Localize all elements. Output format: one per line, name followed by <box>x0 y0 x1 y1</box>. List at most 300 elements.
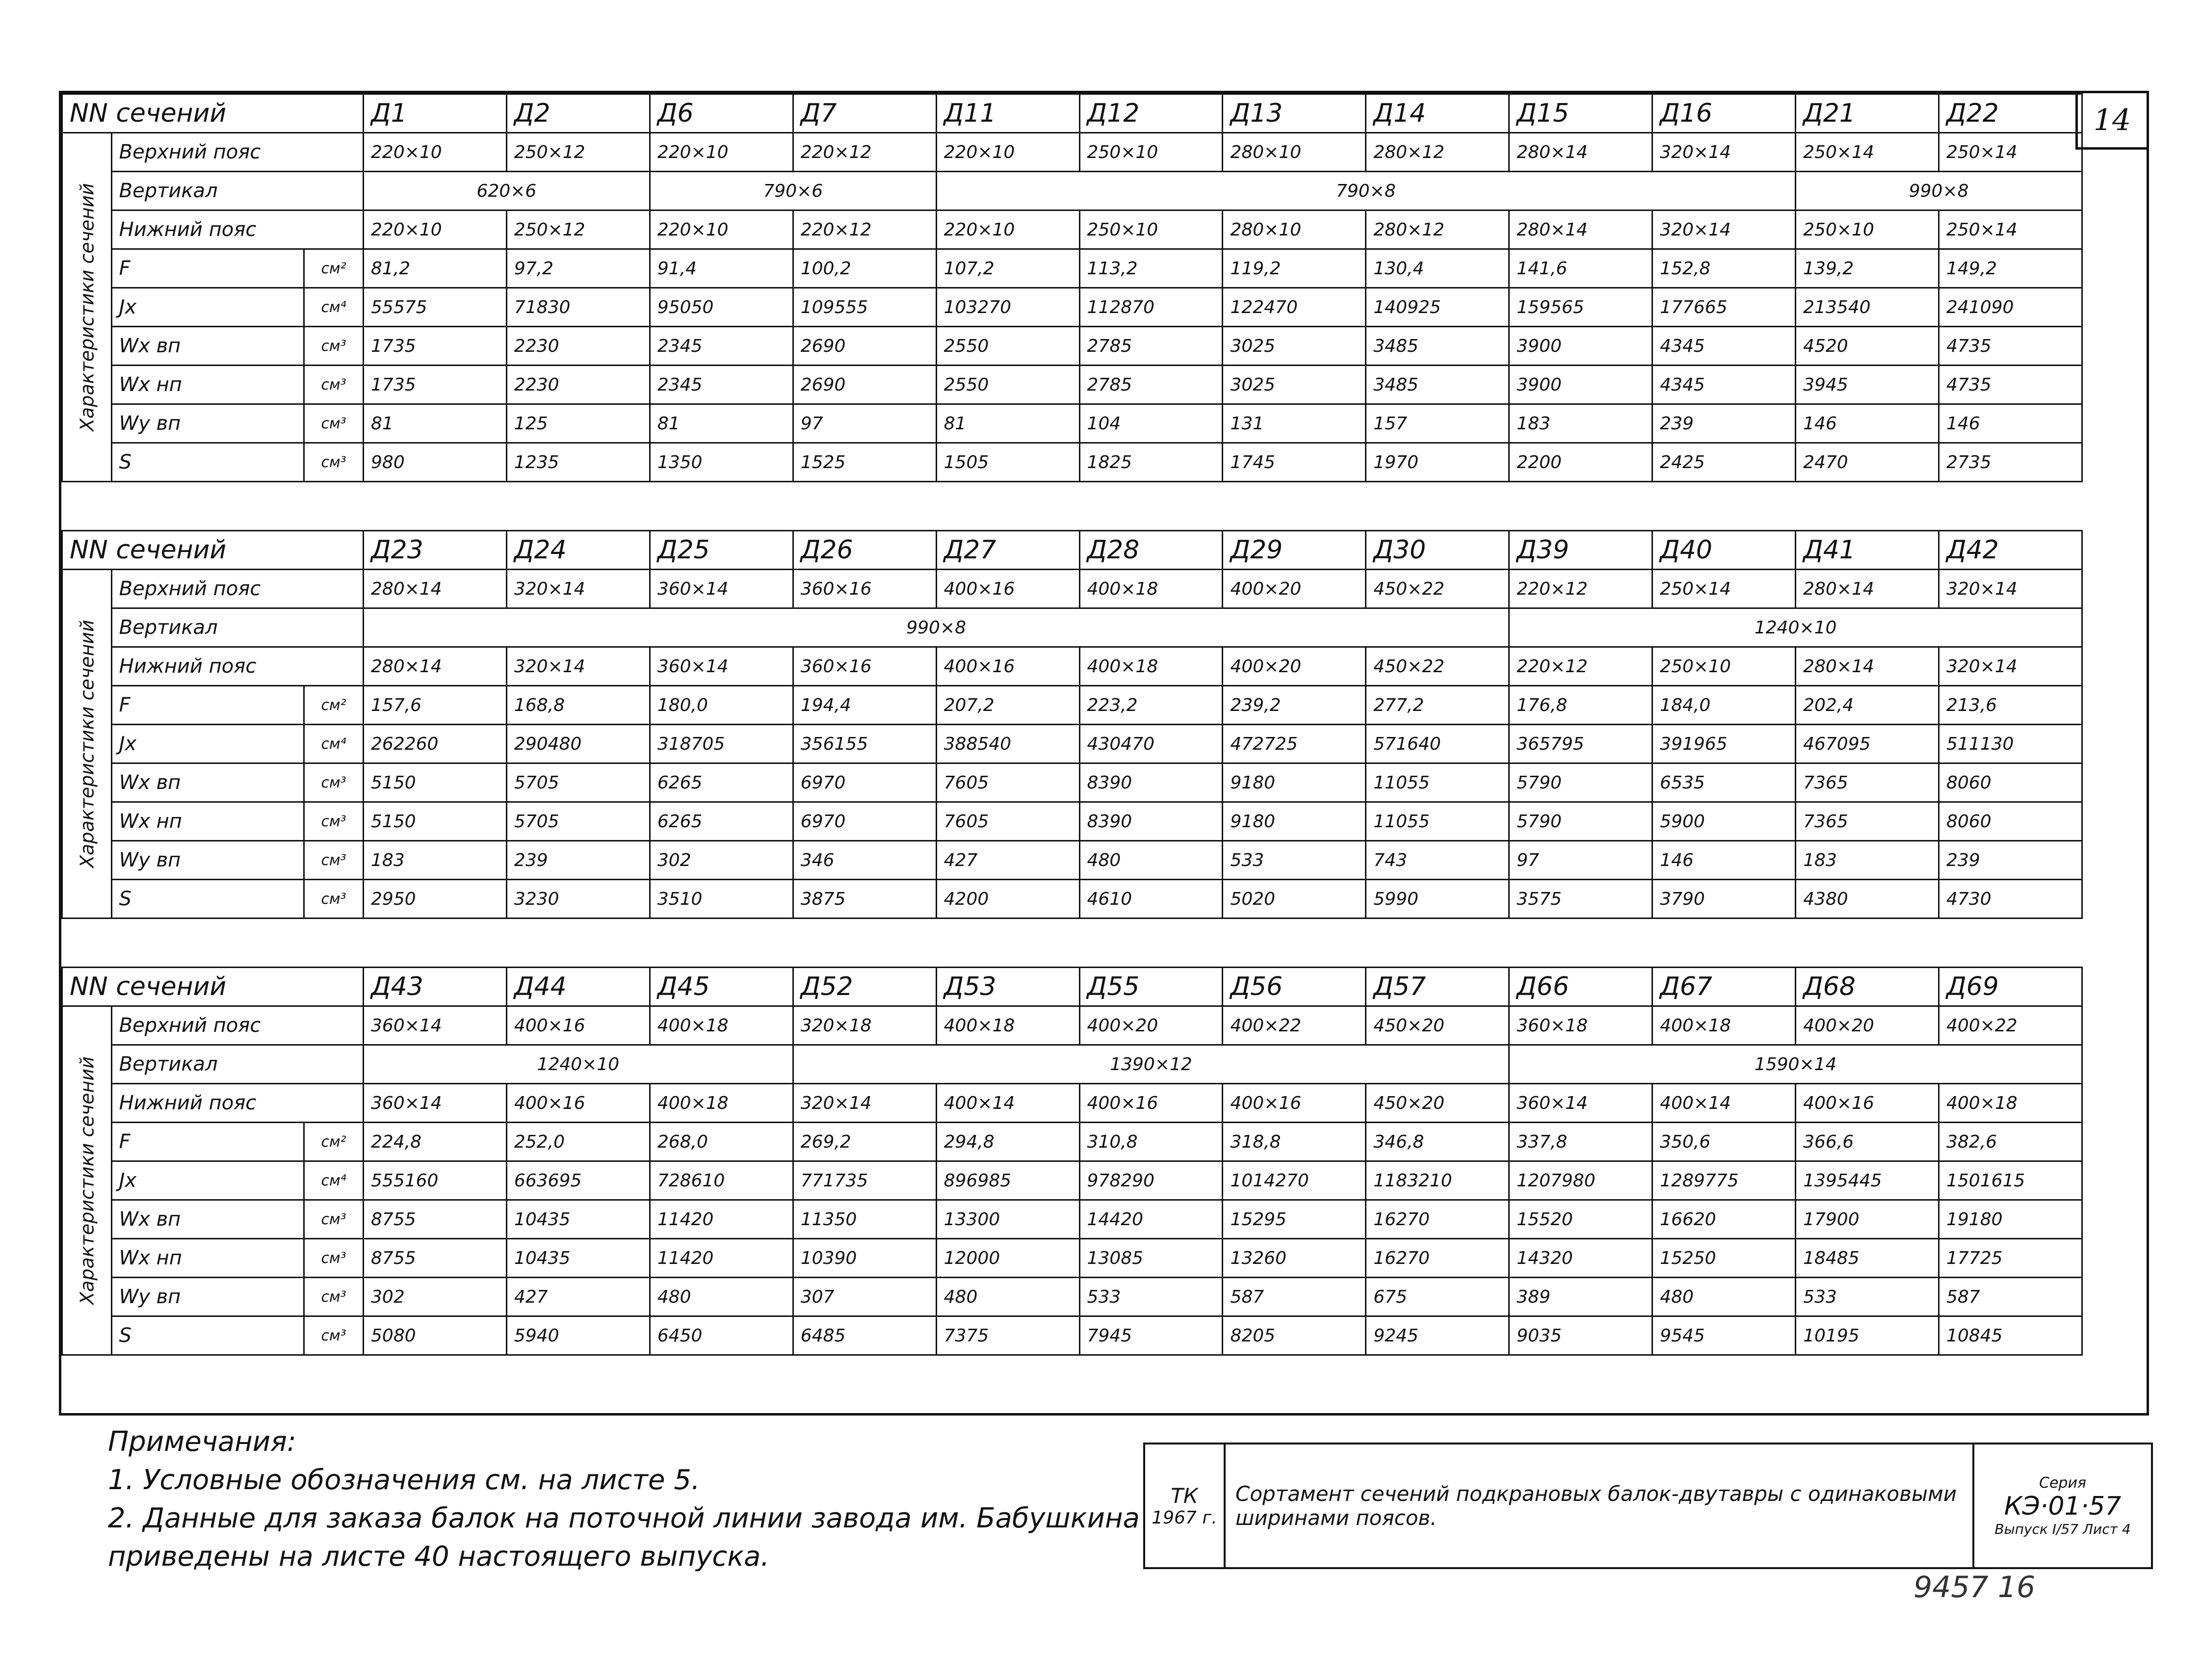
property-value: 207,2 <box>936 686 1079 725</box>
web-value: 990×8 <box>364 608 1509 647</box>
section-id: Д12 <box>1079 94 1223 133</box>
issue-label: Выпуск <box>1994 1521 2048 1537</box>
section-id: Д40 <box>1652 531 1796 570</box>
property-value: 5080 <box>364 1316 507 1355</box>
property-value: 113,2 <box>1079 249 1223 288</box>
property-value: 3900 <box>1509 327 1652 366</box>
property-name: Jx <box>111 1161 304 1200</box>
section-id: Д13 <box>1223 94 1366 133</box>
property-value: 4345 <box>1652 366 1796 404</box>
property-unit: см³ <box>304 763 364 802</box>
bottom-flange-value: 320×14 <box>793 1084 936 1123</box>
property-value: 97,2 <box>506 249 650 288</box>
property-value: 1505 <box>936 443 1079 482</box>
top-flange-value: 360×14 <box>650 570 793 608</box>
bottom-flange-value: 320×14 <box>506 647 650 686</box>
property-value: 3485 <box>1366 366 1509 404</box>
property-value: 2950 <box>364 880 507 919</box>
property-value: 2785 <box>1079 366 1223 404</box>
property-unit: см⁴ <box>304 1161 364 1200</box>
property-value: 19180 <box>1939 1200 2082 1239</box>
issue: I/57 <box>2052 1521 2079 1537</box>
property-value: 356155 <box>793 725 936 763</box>
property-value: 346 <box>793 841 936 880</box>
top-flange-value: 280×14 <box>1796 570 1939 608</box>
property-value: 391965 <box>1652 725 1796 763</box>
property-value: 146 <box>1939 404 2082 443</box>
top-flange-value: 360×16 <box>793 570 936 608</box>
section-id: Д29 <box>1223 531 1366 570</box>
property-value: 262260 <box>364 725 507 763</box>
property-value: 202,4 <box>1796 686 1939 725</box>
property-value: 5940 <box>506 1316 650 1355</box>
section-id: Д42 <box>1939 531 2082 570</box>
section-table <box>61 967 2083 1356</box>
property-value: 140925 <box>1366 288 1509 327</box>
property-value: 318,8 <box>1223 1123 1366 1161</box>
property-value: 13085 <box>1079 1239 1223 1278</box>
top-flange-value: 220×12 <box>793 133 936 172</box>
property-value: 1289775 <box>1652 1161 1796 1200</box>
property-unit: см³ <box>304 1239 364 1278</box>
bottom-flange-value: 400×18 <box>650 1084 793 1123</box>
property-value: 97 <box>1509 841 1652 880</box>
property-value: 252,0 <box>506 1123 650 1161</box>
bottom-flange-value: 400×18 <box>1939 1084 2082 1123</box>
property-value: 3510 <box>650 880 793 919</box>
property-name: S <box>111 443 304 482</box>
top-flange-value: 360×18 <box>1509 1006 1652 1045</box>
drawing-sheet <box>59 91 2149 1416</box>
property-value: 8390 <box>1079 802 1223 841</box>
top-flange-value: 320×18 <box>793 1006 936 1045</box>
side-label: Характеристики сечений <box>62 570 112 919</box>
property-value: 183 <box>1796 841 1939 880</box>
top-flange-label: Верхний пояс <box>111 570 363 608</box>
property-value: 17900 <box>1796 1200 1939 1239</box>
property-value: 6485 <box>793 1316 936 1355</box>
top-flange-value: 400×18 <box>650 1006 793 1045</box>
property-value: 4735 <box>1939 366 2082 404</box>
property-unit: см³ <box>304 327 364 366</box>
property-value: 268,0 <box>650 1123 793 1161</box>
property-value: 2550 <box>936 366 1079 404</box>
property-value: 81 <box>936 404 1079 443</box>
top-flange-value: 400×18 <box>936 1006 1079 1045</box>
property-value: 104 <box>1079 404 1223 443</box>
property-name: Jx <box>111 288 304 327</box>
property-value: 1183210 <box>1366 1161 1509 1200</box>
property-value: 4200 <box>936 880 1079 919</box>
top-flange-value: 220×10 <box>936 133 1079 172</box>
property-value: 183 <box>364 841 507 880</box>
bottom-flange-value: 320×14 <box>1652 210 1796 249</box>
top-flange-value: 360×14 <box>364 1006 507 1045</box>
series-label: Серия <box>2039 1474 2086 1492</box>
property-value: 365795 <box>1509 725 1652 763</box>
top-flange-value: 400×20 <box>1079 1006 1223 1045</box>
section-header-label: NN сечений <box>62 968 364 1006</box>
property-value: 7945 <box>1079 1316 1223 1355</box>
section-id: Д26 <box>793 531 936 570</box>
top-flange-value: 400×20 <box>1223 570 1366 608</box>
section-id: Д22 <box>1939 94 2082 133</box>
property-value: 5705 <box>506 763 650 802</box>
property-value: 119,2 <box>1223 249 1366 288</box>
series-code: КЭ·01·57 <box>2004 1492 2122 1521</box>
sheet-label: Лист <box>2082 1521 2118 1537</box>
property-value: 13260 <box>1223 1239 1366 1278</box>
top-flange-value: 220×12 <box>1509 570 1652 608</box>
section-id: Д53 <box>936 968 1079 1006</box>
property-value: 4610 <box>1079 880 1223 919</box>
web-value: 1590×14 <box>1509 1045 2082 1084</box>
property-name: S <box>111 880 304 919</box>
property-unit: см⁴ <box>304 288 364 327</box>
property-value: 224,8 <box>364 1123 507 1161</box>
property-value: 9245 <box>1366 1316 1509 1355</box>
note-item: 1. Условные обозначения см. на листе 5. <box>108 1464 700 1496</box>
property-value: 511130 <box>1939 725 2082 763</box>
section-id: Д2 <box>506 94 650 133</box>
property-value: 675 <box>1366 1278 1509 1316</box>
top-flange-value: 450×20 <box>1366 1006 1509 1045</box>
property-value: 480 <box>1652 1278 1796 1316</box>
property-value: 9545 <box>1652 1316 1796 1355</box>
property-value: 122470 <box>1223 288 1366 327</box>
side-label: Характеристики сечений <box>62 1006 112 1355</box>
web-label: Вертикал <box>111 1045 363 1084</box>
org-code: ТК <box>1171 1484 1198 1508</box>
top-flange-label: Верхний пояс <box>111 1006 363 1045</box>
property-value: 8755 <box>364 1200 507 1239</box>
property-value: 7365 <box>1796 763 1939 802</box>
property-unit: см² <box>304 1123 364 1161</box>
property-value: 4735 <box>1939 327 2082 366</box>
notes-heading: Примечания: <box>108 1426 296 1458</box>
section-id: Д14 <box>1366 94 1509 133</box>
document-title: Сортамент сечений подкрановых балок-двутавры с одинаковыми ширинами поясов. <box>1235 1482 1957 1530</box>
property-value: 239,2 <box>1223 686 1366 725</box>
section-id: Д24 <box>506 531 650 570</box>
top-flange-label: Верхний пояс <box>111 133 363 172</box>
property-value: 1395445 <box>1796 1161 1939 1200</box>
property-value: 480 <box>650 1278 793 1316</box>
property-value: 9180 <box>1223 802 1366 841</box>
bottom-flange-label: Нижний пояс <box>111 210 363 249</box>
top-flange-value: 250×14 <box>1652 570 1796 608</box>
property-name: Wx нп <box>111 802 304 841</box>
section-id: Д45 <box>650 968 793 1006</box>
property-value: 2550 <box>936 327 1079 366</box>
property-unit: см⁴ <box>304 725 364 763</box>
property-value: 7605 <box>936 802 1079 841</box>
property-value: 743 <box>1366 841 1509 880</box>
bottom-flange-value: 400×16 <box>1079 1084 1223 1123</box>
property-value: 91,4 <box>650 249 793 288</box>
bottom-flange-value: 220×10 <box>650 210 793 249</box>
property-value: 5150 <box>364 802 507 841</box>
property-value: 152,8 <box>1652 249 1796 288</box>
property-value: 4380 <box>1796 880 1939 919</box>
property-value: 125 <box>506 404 650 443</box>
bottom-flange-value: 360×14 <box>1509 1084 1652 1123</box>
property-unit: см³ <box>304 404 364 443</box>
property-value: 302 <box>650 841 793 880</box>
property-value: 430470 <box>1079 725 1223 763</box>
property-value: 6265 <box>650 802 793 841</box>
property-value: 95050 <box>650 288 793 327</box>
property-value: 3945 <box>1796 366 1939 404</box>
property-value: 307 <box>793 1278 936 1316</box>
property-value: 1745 <box>1223 443 1366 482</box>
property-value: 1735 <box>364 327 507 366</box>
property-value: 771735 <box>793 1161 936 1200</box>
property-name: F <box>111 686 304 725</box>
property-value: 8060 <box>1939 802 2082 841</box>
web-value: 1240×10 <box>364 1045 793 1084</box>
bottom-flange-value: 360×16 <box>793 647 936 686</box>
property-value: 388540 <box>936 725 1079 763</box>
property-value: 302 <box>364 1278 507 1316</box>
property-value: 3230 <box>506 880 650 919</box>
property-value: 157,6 <box>364 686 507 725</box>
property-value: 728610 <box>650 1161 793 1200</box>
note-item: 2. Данные для заказа балок на поточной линии завода им. Бабушкина приведены на листе 40 настоящего выпуска. <box>108 1502 1140 1573</box>
property-value: 15250 <box>1652 1239 1796 1278</box>
property-value: 310,8 <box>1079 1123 1223 1161</box>
property-value: 3575 <box>1509 880 1652 919</box>
property-value: 318705 <box>650 725 793 763</box>
property-value: 103270 <box>936 288 1079 327</box>
property-value: 146 <box>1796 404 1939 443</box>
year: 1967 г. <box>1152 1508 1217 1528</box>
property-value: 2200 <box>1509 443 1652 482</box>
section-id: Д28 <box>1079 531 1223 570</box>
property-value: 213,6 <box>1939 686 2082 725</box>
section-id: Д69 <box>1939 968 2082 1006</box>
property-value: 239 <box>1939 841 2082 880</box>
property-value: 427 <box>936 841 1079 880</box>
web-value: 790×8 <box>936 172 1795 210</box>
section-id: Д56 <box>1223 968 1366 1006</box>
property-value: 3485 <box>1366 327 1509 366</box>
property-value: 100,2 <box>793 249 936 288</box>
bottom-flange-label: Нижний пояс <box>111 1084 363 1123</box>
property-value: 533 <box>1079 1278 1223 1316</box>
archive-stamp: 9457 16 <box>1914 1570 2036 1604</box>
property-name: Wy вп <box>111 404 304 443</box>
property-value: 6535 <box>1652 763 1796 802</box>
property-value: 239 <box>506 841 650 880</box>
property-value: 18485 <box>1796 1239 1939 1278</box>
property-value: 112870 <box>1079 288 1223 327</box>
property-value: 1735 <box>364 366 507 404</box>
section-header-label: NN сечений <box>62 94 364 133</box>
web-value: 620×6 <box>364 172 650 210</box>
property-value: 130,4 <box>1366 249 1509 288</box>
top-flange-value: 220×10 <box>650 133 793 172</box>
property-name: Wx нп <box>111 366 304 404</box>
bottom-flange-value: 400×16 <box>1223 1084 1366 1123</box>
property-value: 149,2 <box>1939 249 2082 288</box>
property-value: 5020 <box>1223 880 1366 919</box>
web-label: Вертикал <box>111 608 363 647</box>
property-value: 3875 <box>793 880 936 919</box>
property-value: 5990 <box>1366 880 1509 919</box>
bottom-flange-value: 400×14 <box>1652 1084 1796 1123</box>
property-unit: см² <box>304 686 364 725</box>
section-id: Д27 <box>936 531 1079 570</box>
property-value: 3025 <box>1223 366 1366 404</box>
property-name: S <box>111 1316 304 1355</box>
property-value: 663695 <box>506 1161 650 1200</box>
property-value: 480 <box>936 1278 1079 1316</box>
property-value: 14320 <box>1509 1239 1652 1278</box>
property-value: 6450 <box>650 1316 793 1355</box>
web-value: 990×8 <box>1796 172 2082 210</box>
property-value: 15295 <box>1223 1200 1366 1239</box>
sheet-number: 14 <box>2075 93 2147 150</box>
property-value: 7605 <box>936 763 1079 802</box>
property-value: 55575 <box>364 288 507 327</box>
property-value: 17725 <box>1939 1239 2082 1278</box>
property-value: 12000 <box>936 1239 1079 1278</box>
bottom-flange-value: 450×20 <box>1366 1084 1509 1123</box>
property-value: 2230 <box>506 366 650 404</box>
bottom-flange-value: 400×16 <box>936 647 1079 686</box>
title-org-cell <box>1145 1444 1226 1567</box>
section-id: Д21 <box>1796 94 1939 133</box>
property-value: 2345 <box>650 327 793 366</box>
top-flange-value: 250×10 <box>1079 133 1223 172</box>
property-value: 366,6 <box>1796 1123 1939 1161</box>
property-name: Wx нп <box>111 1239 304 1278</box>
property-value: 555160 <box>364 1161 507 1200</box>
property-value: 71830 <box>506 288 650 327</box>
section-id: Д30 <box>1366 531 1509 570</box>
property-value: 346,8 <box>1366 1123 1509 1161</box>
property-value: 472725 <box>1223 725 1366 763</box>
bottom-flange-value: 360×14 <box>364 1084 507 1123</box>
bottom-flange-value: 400×16 <box>506 1084 650 1123</box>
property-value: 533 <box>1223 841 1366 880</box>
top-flange-value: 320×14 <box>506 570 650 608</box>
bottom-flange-value: 280×12 <box>1366 210 1509 249</box>
property-value: 980 <box>364 443 507 482</box>
bottom-flange-label: Нижний пояс <box>111 647 363 686</box>
property-value: 2470 <box>1796 443 1939 482</box>
property-value: 11420 <box>650 1239 793 1278</box>
property-value: 1350 <box>650 443 793 482</box>
property-name: Wy вп <box>111 1278 304 1316</box>
property-value: 2425 <box>1652 443 1796 482</box>
property-name: Jx <box>111 725 304 763</box>
property-name: Wx вп <box>111 763 304 802</box>
property-value: 1825 <box>1079 443 1223 482</box>
property-value: 1014270 <box>1223 1161 1366 1200</box>
property-value: 13300 <box>936 1200 1079 1239</box>
top-flange-value: 280×14 <box>364 570 507 608</box>
section-id: Д7 <box>793 94 936 133</box>
property-value: 10390 <box>793 1239 936 1278</box>
property-value: 10435 <box>506 1239 650 1278</box>
property-value: 2230 <box>506 327 650 366</box>
bottom-flange-value: 220×10 <box>364 210 507 249</box>
section-id: Д68 <box>1796 968 1939 1006</box>
top-flange-value: 400×20 <box>1796 1006 1939 1045</box>
property-value: 2785 <box>1079 327 1223 366</box>
property-value: 16270 <box>1366 1200 1509 1239</box>
property-value: 16620 <box>1652 1200 1796 1239</box>
bottom-flange-value: 400×14 <box>936 1084 1079 1123</box>
property-unit: см³ <box>304 1278 364 1316</box>
section-id: Д25 <box>650 531 793 570</box>
property-value: 10435 <box>506 1200 650 1239</box>
property-value: 5790 <box>1509 802 1652 841</box>
property-value: 194,4 <box>793 686 936 725</box>
property-value: 5150 <box>364 763 507 802</box>
property-value: 896985 <box>936 1161 1079 1200</box>
property-value: 533 <box>1796 1278 1939 1316</box>
top-flange-value: 400×18 <box>1652 1006 1796 1045</box>
web-value: 1390×12 <box>793 1045 1509 1084</box>
property-value: 157 <box>1366 404 1509 443</box>
section-id: Д55 <box>1079 968 1223 1006</box>
bottom-flange-value: 320×14 <box>1939 647 2082 686</box>
property-value: 1501615 <box>1939 1161 2082 1200</box>
property-value: 8060 <box>1939 763 2082 802</box>
property-value: 6970 <box>793 802 936 841</box>
property-value: 9035 <box>1509 1316 1652 1355</box>
property-value: 5705 <box>506 802 650 841</box>
property-value: 978290 <box>1079 1161 1223 1200</box>
property-value: 213540 <box>1796 288 1939 327</box>
property-value: 467095 <box>1796 725 1939 763</box>
property-value: 1235 <box>506 443 650 482</box>
property-value: 14420 <box>1079 1200 1223 1239</box>
section-id: Д1 <box>364 94 507 133</box>
top-flange-value: 280×14 <box>1509 133 1652 172</box>
section-id: Д41 <box>1796 531 1939 570</box>
property-value: 5900 <box>1652 802 1796 841</box>
top-flange-value: 450×22 <box>1366 570 1509 608</box>
section-id: Д39 <box>1509 531 1652 570</box>
bottom-flange-value: 400×16 <box>1796 1084 1939 1123</box>
property-unit: см³ <box>304 1200 364 1239</box>
bottom-flange-value: 250×10 <box>1079 210 1223 249</box>
property-value: 239 <box>1652 404 1796 443</box>
property-value: 107,2 <box>936 249 1079 288</box>
property-value: 587 <box>1223 1278 1366 1316</box>
sheet: 4 <box>2122 1521 2131 1537</box>
section-id: Д16 <box>1652 94 1796 133</box>
property-unit: см³ <box>304 841 364 880</box>
property-value: 159565 <box>1509 288 1652 327</box>
bottom-flange-value: 280×14 <box>1796 647 1939 686</box>
property-value: 6265 <box>650 763 793 802</box>
property-value: 11350 <box>793 1200 936 1239</box>
property-value: 294,8 <box>936 1123 1079 1161</box>
property-value: 277,2 <box>1366 686 1509 725</box>
web-value: 790×6 <box>650 172 936 210</box>
property-value: 1207980 <box>1509 1161 1652 1200</box>
notes <box>108 1423 1187 1576</box>
title-block <box>1143 1443 2153 1569</box>
property-value: 8390 <box>1079 763 1223 802</box>
property-value: 571640 <box>1366 725 1509 763</box>
top-flange-value: 400×18 <box>1079 570 1223 608</box>
